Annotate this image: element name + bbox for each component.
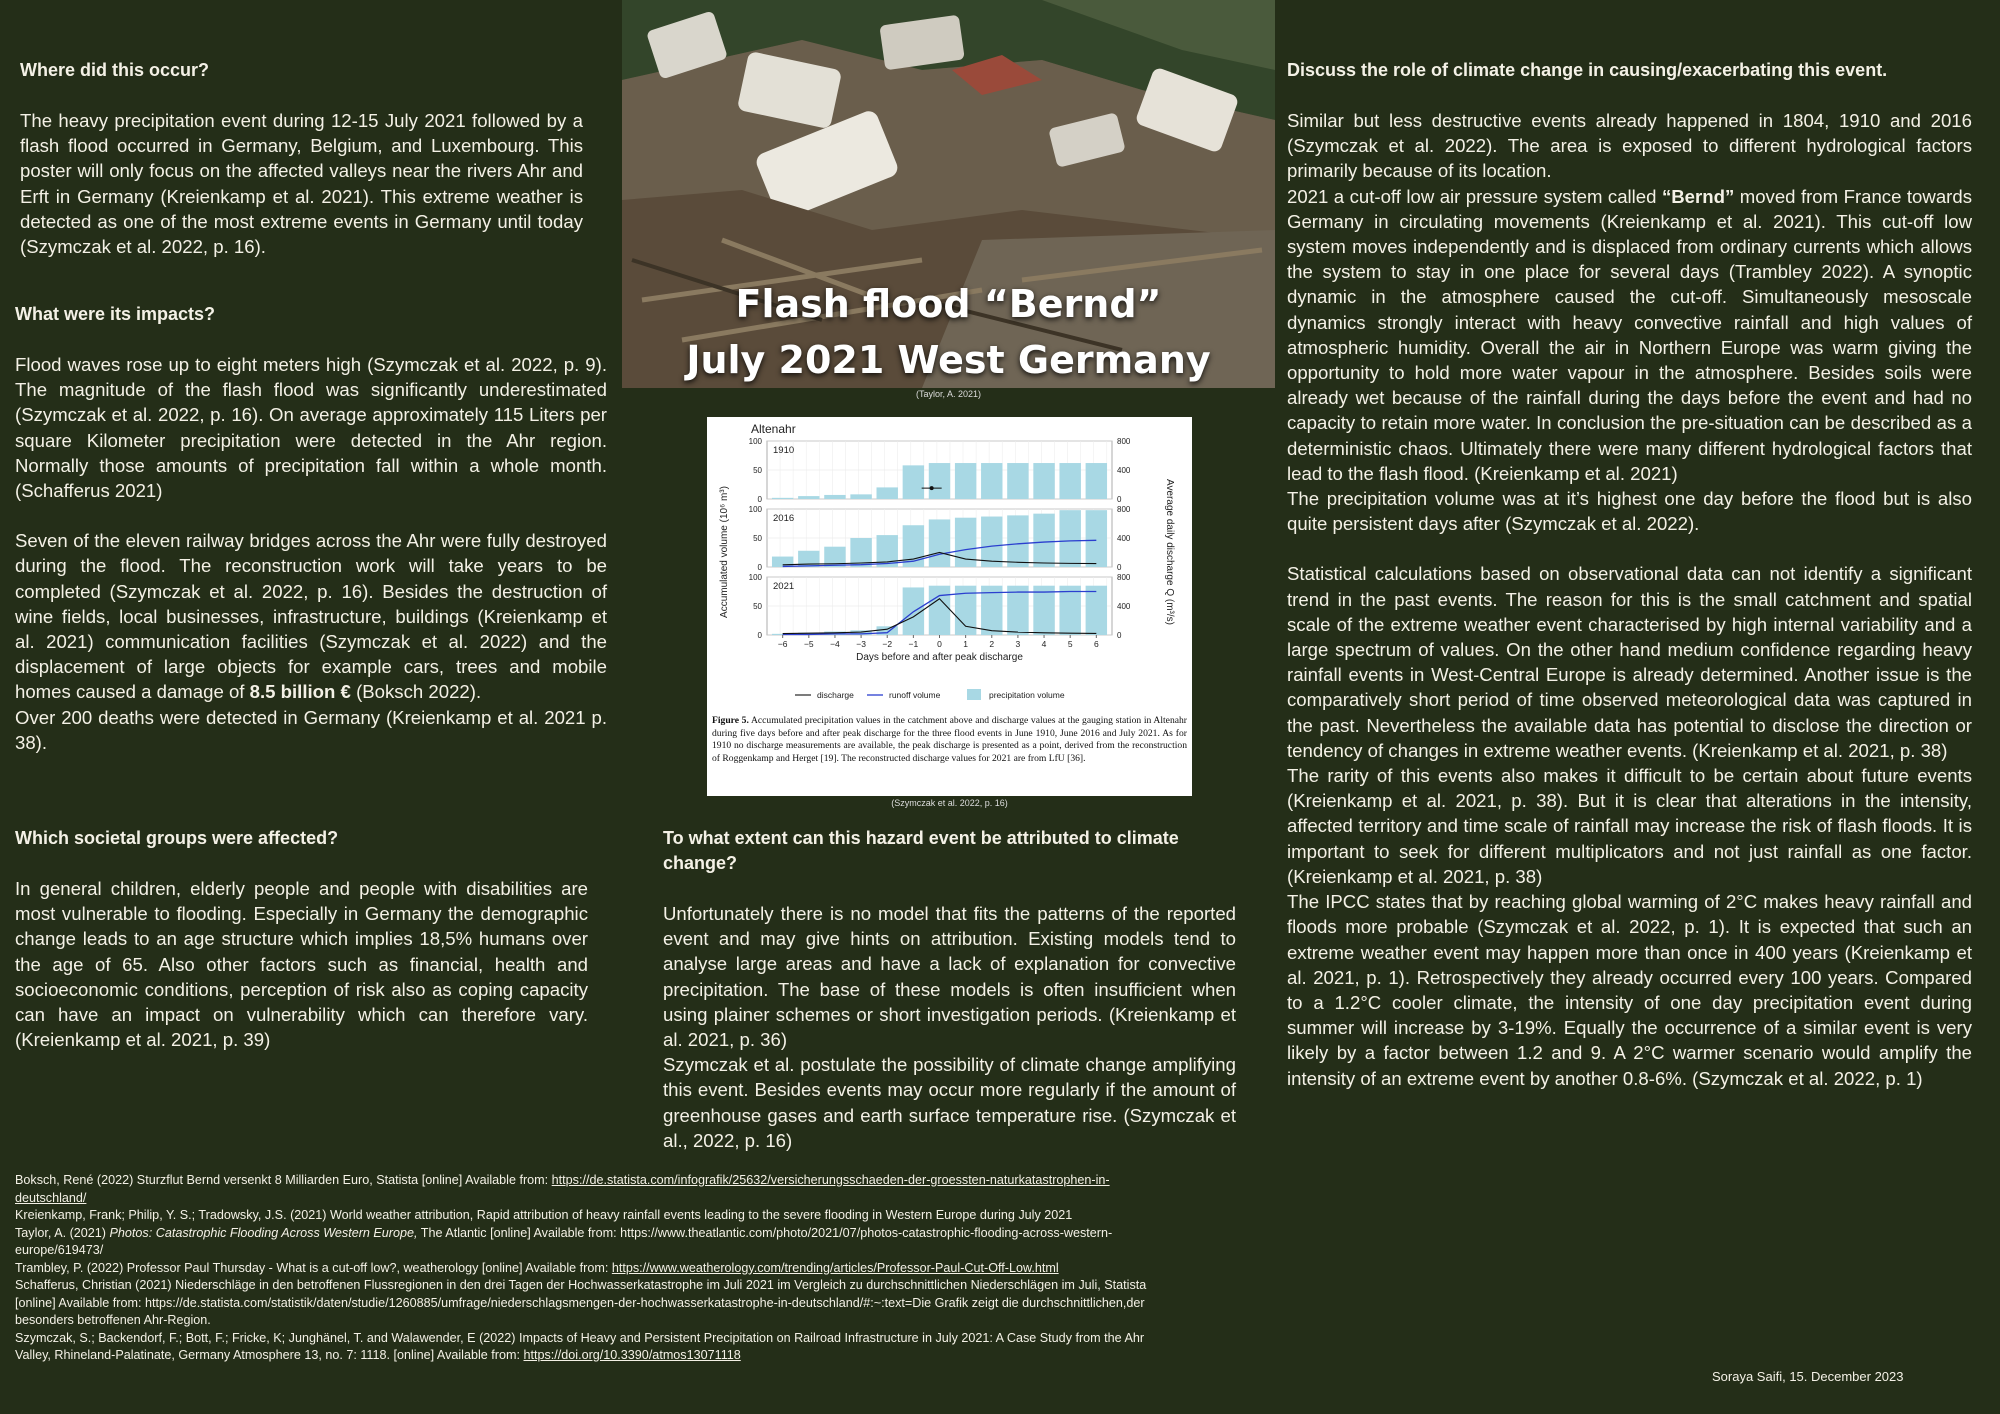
chart-title: Altenahr <box>751 422 796 436</box>
precip-bar <box>1033 586 1054 635</box>
y-right-tick-label: 800 <box>1117 573 1131 582</box>
climate-text-2a: 2021 a cut-off low air pressure system called <box>1287 185 1662 207</box>
groups-section <box>15 826 588 1052</box>
y-right-tick-label: 0 <box>1117 495 1122 504</box>
precip-bar <box>1007 515 1028 567</box>
x-tick-label: −4 <box>830 639 840 649</box>
attribution-heading: To what extent can this hazard event be attributed to climate change? <box>663 828 1179 873</box>
legend-precip-label: precipitation volume <box>989 690 1065 700</box>
title-line-1: Flash flood “Bernd” <box>735 282 1162 326</box>
precip-bar <box>1059 463 1080 499</box>
damage-amount: 8.5 billion € <box>249 681 351 703</box>
panel-label: 1910 <box>773 445 795 456</box>
legend-discharge-label: discharge <box>817 690 854 700</box>
precip-bar <box>981 517 1002 567</box>
x-tick-label: −6 <box>777 639 788 649</box>
y-tick-label: 0 <box>757 495 762 504</box>
climate-text-6: The IPCC states that by reaching global warming of 2°C makes heavy rainfall and floods more probable (Szymczak et al. 2022, p. 1). It is expected that such an extreme weather event may happen more than once in 400 years (Kreienkamp et al. 2021, p. 1). Retrospectively they already occurred every 100 years. Compared to a 1.2°C cooler climate, the intensity of one day precipitation event during summer will increase by 3-19%. Equally the occurrence of a similar event is very likely by a factor between 1.2 and 9. A 2°C warmer scenario would amplify the intensity of an extreme event by another 0.8-6%. (Szymczak et al. 2022, p. 1) <box>1287 891 1972 1089</box>
y-tick-label: 0 <box>757 631 762 640</box>
poster-title <box>622 276 1275 388</box>
climate-heading: Discuss the role of climate change in causing/exacerbating this event. <box>1287 60 1888 80</box>
attribution-text-1: Unfortunately there is no model that fits the patterns of the reported event and may give hints on attribution. Existing models tend to analyse large areas and have a lack of explanation for convective precipitation. The base of these models is often insufficient when using plainer schemes or short investigation periods. (Kreienkamp et al. 2021, p. 36) <box>663 903 1236 1051</box>
x-tick-label: −1 <box>908 639 919 649</box>
panel-label: 2021 <box>773 581 795 592</box>
reference-text: Boksch, René (2022) Sturzflut Bernd versenkt 8 Milliarden Euro, Statista [online] Available from: <box>15 1173 552 1187</box>
reference-link[interactable]: https://www.weatherology.com/trending/articles/Professor-Paul-Cut-Off-Low.html <box>611 1260 1059 1275</box>
y-right-tick-label: 400 <box>1117 534 1131 543</box>
precip-bar <box>850 494 871 499</box>
figure-source: (Szymczak et al. 2022, p. 16) <box>891 798 1008 808</box>
precip-bar <box>877 626 898 635</box>
x-tick-label: −3 <box>856 639 866 649</box>
precip-bar <box>1033 463 1054 499</box>
climate-text-2 <box>1287 184 1972 486</box>
reference-szymczak <box>15 1330 1175 1365</box>
y-tick-label: 0 <box>757 563 762 572</box>
groups-heading: Which societal groups were affected? <box>15 828 339 848</box>
y-tick-label: 100 <box>748 573 762 582</box>
author-date: Soraya Saifi, 15. December 2023 <box>1712 1369 1904 1384</box>
precip-bar <box>1033 514 1054 567</box>
precip-bar <box>1086 510 1107 567</box>
x-tick-label: 5 <box>1067 639 1073 649</box>
reference-link[interactable]: https://de.statista.com/infografik/25632/versicherungsschaeden-der-groessten-naturkatastrophen-in-deutschland/ <box>15 1173 1110 1205</box>
figure-caption-text: Accumulated precipitation values in the catchment above and discharge values at the gauging station in Altenahr during five days before and after peak discharge for the three flood events in June 1910, June 2016 and July 2021. As for 1910 no discharge measurements are available, the peak discharge is presented as a point, derived from the reconstruction of Roggenkamp and Herget [19]. The reconstructed discharge values for 2021 are from LfU [36]. <box>712 715 1187 764</box>
y-tick-label: 100 <box>748 505 762 514</box>
reference-link[interactable]: https://doi.org/10.3390/atmos13071118 <box>523 1348 741 1362</box>
impacts-text-2 <box>15 528 607 704</box>
precip-bar <box>903 465 924 499</box>
y-right-axis-label: Average daily discharge Q (m³/s) <box>1164 479 1175 625</box>
x-tick-label: 6 <box>1093 639 1099 649</box>
reference-text: The Atlantic [online] Available from: https://www.theatlantic.com/photo/2021/07/photos-catastrophic-flooding-across-western-europe/619473/ <box>15 1225 1113 1257</box>
x-tick-label: −5 <box>803 639 814 649</box>
reference-text: Trambley, P. (2022) Professor Paul Thursday - What is a cut-off low?, weatherology [online] Available from: <box>15 1260 612 1275</box>
climate-text-1: Similar but less destructive events already happened in 1804, 1910 and 2016 (Szymczak et al. 2022). The area is exposed to different hydrological factors primarily because of its location. <box>1287 110 1972 182</box>
where-text: The heavy precipitation event during 12-15 July 2021 followed by a flash flood occurred in Germany, Belgium, and Luxembourg. This poster will only focus on the affected valleys near the rivers Ahr and Erft in Germany (Kreienkamp et al. 2021). This extreme weather is detected as one of the most extreme events in Germany until today (Szymczak et al. 2022, p. 16). <box>20 110 583 258</box>
impacts-text-2b: (Boksch 2022). <box>350 681 482 703</box>
where-section <box>20 58 583 259</box>
x-tick-label: 2 <box>989 639 995 649</box>
figure-caption-label: Figure 5. <box>712 715 749 726</box>
panel-label: 2016 <box>773 513 795 524</box>
x-tick-label: 4 <box>1041 639 1047 649</box>
precip-bar <box>955 463 976 499</box>
precip-bar <box>877 487 898 499</box>
reference-boksch <box>15 1172 1175 1207</box>
precip-bar <box>1007 586 1028 635</box>
reference-schafferus <box>15 1277 1175 1330</box>
y-right-tick-label: 400 <box>1117 602 1131 611</box>
precip-bar <box>1059 510 1080 567</box>
title-line-2: July 2021 West Germany <box>686 338 1211 382</box>
reference-title: Photos: Catastrophic Flooding Across Western Europe, <box>109 1225 418 1240</box>
precip-bar <box>1086 586 1107 635</box>
y-tick-label: 100 <box>748 437 762 446</box>
precip-bar <box>1059 586 1080 635</box>
hero-caption: (Taylor, A. 2021) <box>915 389 982 399</box>
impacts-text-3: Over 200 deaths were detected in Germany (Kreienkamp et al. 2021 p. 38). <box>15 706 607 753</box>
y-right-tick-label: 0 <box>1117 631 1122 640</box>
precip-bar <box>772 498 793 499</box>
impacts-section <box>15 302 607 755</box>
legend-runoff-label: runoff volume <box>889 690 941 700</box>
precip-bar <box>772 557 793 567</box>
impacts-text-2a: Seven of the eleven railway bridges across the Ahr were fully destroyed during the flood. The reconstruction work will take years to be completed (Szymczak et al. 2022, p. 16). Besides the destruction of wine fields, local businesses, infrastructure, buildings (Kreienkamp et al. 2021) communication facilities (Szymczak et al. 2022) and the displacement of large objects for example cars, trees and mobile homes caused a damage of <box>15 530 607 703</box>
reference-text: Schafferus, Christian (2021) Niederschläge in den betroffenen Flussregionen in den drei Tagen der Hochwasserkatastrophe im Juli 2021 im Vergleich zu durchschnittlichen Niederschlägen im Juli, Statista [online] Available from: https://de.statista.com/statistik/daten/studie/1260885/umfrage/niederschlagsmengen-der-hochwasserkatastrophe-in-deutschland/#:~:text=Die Grafik zeigt die durchschnittlichen,der besonders betroffenen Ahr-Region. <box>15 1278 1147 1327</box>
impacts-text-1: Flood waves rose up to eight meters high (Szymczak et al. 2022, p. 9). The magnitude of the flash flood was significantly underestimated (Szymczak et al. 2022, p. 16). On average approximately 115 Liters per square Kilometer precipitation were detected in the Ahr region. Normally those amounts of precipitation fall within a whole month. (Schafferus 2021) <box>15 354 607 502</box>
y-right-tick-label: 400 <box>1117 466 1131 475</box>
groups-text: In general children, elderly people and people with disabilities are most vulnerable to flooding. Especially in Germany the demographic change leads to an age structure which implies 18,5% humans over the age of 65. Also other factors such as financial, health and socioeconomic conditions, perception of risk also as coping capacity can have an impact on vulnerability which can therefore vary. (Kreienkamp et al. 2021, p. 39) <box>15 878 588 1051</box>
impacts-heading: What were its impacts? <box>15 304 216 324</box>
reference-taylor <box>15 1225 1175 1260</box>
altenahr-chart <box>707 417 1192 717</box>
precip-bar <box>824 495 845 499</box>
figure-caption <box>712 715 1187 765</box>
precip-bar <box>1086 463 1107 499</box>
references <box>15 1172 1175 1365</box>
precip-bar <box>1007 463 1028 499</box>
x-tick-label: 3 <box>1015 639 1021 649</box>
precip-bar <box>929 586 950 635</box>
y-tick-label: 50 <box>753 534 762 543</box>
climate-section <box>1287 58 1972 1091</box>
reference-kreienkamp <box>15 1207 1175 1225</box>
reference-text: Taylor, A. (2021) <box>15 1225 110 1240</box>
reference-text: Kreienkamp, Frank; Philip, Y. S.; Tradowsky, J.S. (2021) World weather attribution, Rapid attribution of heavy rainfall events leading to the severe flooding in Western Europe during July 2021 <box>15 1208 1073 1222</box>
y-right-tick-label: 800 <box>1117 505 1131 514</box>
x-tick-label: −2 <box>882 639 893 649</box>
reference-text: Szymczak, S.; Backendorf, F.; Bott, F.; Fricke, K; Junghänel, T. and Walawender, E (2022) Impacts of Heavy and Persistent Precipitation on Railroad Infrastructure in July 2021: A Case Study from the Ahr Valley, Rhineland-Palatinate, Germany Atmosphere 13, no. 7: 1118. [online] Available from: <box>15 1330 1145 1362</box>
precip-bar <box>929 519 950 567</box>
y-axis-label: Accumulated volume (10⁶ m³) <box>719 486 730 618</box>
y-tick-label: 50 <box>753 602 762 611</box>
attribution-section <box>663 826 1236 1153</box>
attribution-text-2: Szymczak et al. postulate the possibility of climate change amplifying this event. Besides events may occur more regularly if the amount of greenhouse gases and earth surface temperature rise. (Szymczak et al., 2022, p. 16) <box>663 1054 1236 1151</box>
bernd-name: “Bernd” <box>1661 185 1735 207</box>
precip-bar <box>929 463 950 499</box>
reference-trambley <box>15 1260 1175 1278</box>
climate-text-5: The rarity of this events also makes it difficult to be certain about future events (Kreienkamp et al. 2021, p. 38). But it is clear that alterations in the intensity, affected territory and time scale of rainfall may increase the risk of flash floods. It is important to seek for different multiplicators and not just rainfall as one factor. (Kreienkamp et al. 2021, p. 38) <box>1287 765 1972 887</box>
y-right-tick-label: 800 <box>1117 437 1131 446</box>
precip-bar <box>798 496 819 499</box>
climate-text-3: The precipitation volume was at it’s highest one day before the flood but is also quite persistent days after (Szymczak et al. 2022). <box>1287 488 1972 535</box>
where-heading: Where did this occur? <box>20 60 210 80</box>
hero-photo <box>622 0 1275 388</box>
legend-precip-swatch <box>967 689 981 700</box>
y-tick-label: 50 <box>753 466 762 475</box>
climate-text-4: Statistical calculations based on observational data can not identify a significant trend in the past events. The reason for this is the small catchment and spatial scale of the extreme weather event characterised by high internal variability and a large spectrum of values. On the other hand medium confidence regarding heavy rainfall events in West-Central Europe is already determined. Another issue is the comparatively short period of time observed meteorological data was captured in the past. Nevertheless the available data has potential to disclose the direction or tendency of changes in extreme weather events. (Kreienkamp et al. 2021, p. 38) <box>1287 563 1972 761</box>
y-right-tick-label: 0 <box>1117 563 1122 572</box>
precip-bar <box>981 463 1002 499</box>
x-tick-label: 0 <box>937 639 942 649</box>
x-axis-label: Days before and after peak discharge <box>856 652 1023 663</box>
climate-text-2b: moved from France towards Germany in circulating movements (Kreienkamp et al. 2021). This cut-off low system moves independently and is displaced from ordinary currents which allows the system to stay in one place for several days (Trambley 2022). A synoptic dynamic in the atmosphere caused the cut-off. Simultaneously mesoscale dynamics strongly interact with heavy convective rainfall and high values of atmospheric humidity. Overall the air in Northern Europe was warm giving the opportunity to hold more water vapour in the atmosphere. Besides soils were already wet because of the rainfall during the days before the event and had no capacity to retain more water. In conclusion the pre-situation can be described as a deterministic chaos. Ultimately there were many different hydrological factors that lead to the flash flood. (Kreienkamp et al. 2021) <box>1287 185 1972 484</box>
peak-point <box>930 486 934 490</box>
x-tick-label: 1 <box>963 639 969 649</box>
figure-panel <box>707 417 1192 796</box>
